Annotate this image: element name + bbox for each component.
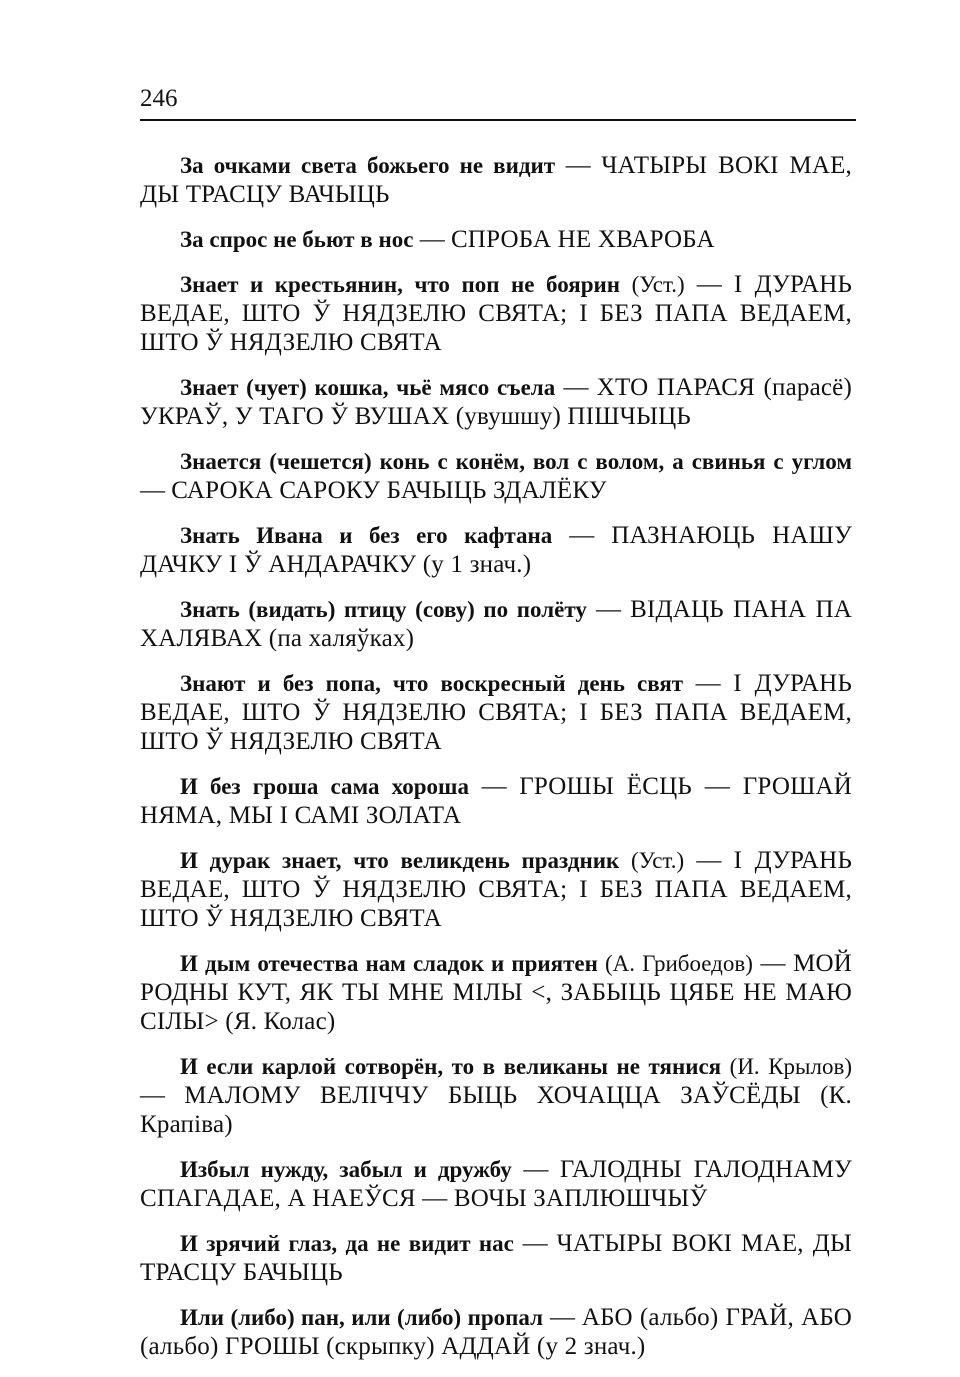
belarusian-equivalent: ВІДАЦЬ ПАНА ПА ХАЛЯВАХ (па халяўках) [140,596,853,652]
russian-idiom: Знает и крестьянин, что поп не боярин [180,272,621,297]
dash: — [586,596,631,623]
entry [140,270,852,357]
russian-idiom: Знает (чует) кошка, чьё мясо съела [180,375,556,400]
dash: — [543,1304,582,1331]
entry [140,1155,852,1213]
russian-idiom: За очками света божьего не видит [180,153,556,178]
russian-idiom: Знать (видать) птицу (сову) по полёту [180,597,587,622]
belarusian-equivalent: ХТО ПАРАСЯ (парасё) УКРАЎ, У ТАГО Ў ВУШАХ (увушшу) ПІШЧЫЦЬ [140,374,852,430]
russian-idiom: И дурак знает, что великдень праздник [180,848,620,873]
entry [140,1229,852,1287]
belarusian-equivalent: І ДУРАНЬ ВЕДАЕ, ШТО Ў НЯДЗЕЛЮ СВЯТА; І БЕЗ ПАПА ВЕДАЕМ, ШТО Ў НЯДЗЕЛЮ СВЯТА [140,271,853,356]
entry [140,846,852,933]
belarusian-equivalent: ЧАТЫРЫ ВОКІ МАЕ, ДЫ ТРАСЦУ БАЧЫЦЬ [140,1230,853,1286]
russian-idiom: Знают и без попа, что воскресный день свят [180,671,684,696]
entry [140,151,852,209]
belarusian-equivalent: АБО (альбо) ГРАЙ, АБО (альбо) ГРОШЫ (скрыпку) АДДАЙ (у 2 знач.) [140,1304,853,1360]
russian-note: (И. Крылов) [721,1054,853,1079]
dash: — [555,152,602,179]
dash: — [140,1082,185,1109]
belarusian-equivalent: СПРОБА НЕ ХВАРОБА [450,226,715,253]
belarusian-equivalent: ПАЗНАЮЦЬ НАШУ ДАЧКУ І Ў АНДАРАЧКУ (у 1 знач.) [140,522,853,578]
russian-idiom: И без гроша сама хороша [180,774,469,799]
dash: — [684,847,734,874]
russian-idiom: Знается (чешется) конь с конём, вол с волом, а свинья с углом [180,449,852,474]
belarusian-equivalent: САРОКА САРОКУ БАЧЫЦЬ ЗДАЛЁКУ [171,477,607,504]
russian-idiom: И дым отечества нам сладок и приятен [180,951,598,976]
belarusian-equivalent: МОЙ РОДНЫ КУТ, ЯК ТЫ МНЕ МІЛЫ <, ЗАБЫЦЬ ЦЯБЕ НЕ МАЮ СІЛЫ> (Я. Колас) [140,950,852,1035]
russian-idiom: Или (либо) пан, или (либо) пропал [180,1305,544,1330]
dash: — [555,374,597,401]
russian-idiom: И зрячий глаз, да не видит нас [180,1231,514,1256]
entry [140,521,852,579]
entry [140,225,852,254]
entry [140,373,852,431]
entry [140,1303,852,1361]
belarusian-equivalent: ГАЛОДНЫ ГАЛОДНАМУ СПАГАДАЕ, А НАЕЎСЯ — ВОЧЫ ЗАПЛЮШЧЫЎ [140,1156,853,1212]
belarusian-equivalent: ГРОШЫ ЁСЦЬ — ГРОШАЙ НЯМА, МЫ І САМІ ЗОЛАТА [140,773,852,829]
dash: — [413,226,451,253]
entry [140,447,852,505]
russian-idiom: За спрос не бьют в нос [180,227,414,252]
dash: — [552,522,612,549]
dash: — [468,773,520,800]
entry [140,949,852,1036]
dash: — [683,670,734,697]
entry [140,1052,852,1139]
belarusian-equivalent: ЧАТЫРЫ ВОКІ МАЕ, ДЫ ТРАСЦУ ВАЧЫЦЬ [140,152,853,208]
dash: — [511,1156,560,1183]
belarusian-equivalent: МАЛОМУ ВЕЛІЧЧУ БЫЦЬ ХОЧАЦЦА ЗАЎСЁДЫ (К. Крапіва) [140,1082,852,1138]
russian-idiom: И если карлой сотворён, то в великаны не тянися [180,1054,722,1079]
russian-idiom: Избыл нужду, забыл и дружбу [180,1157,512,1182]
entry [140,772,852,830]
russian-idiom: Знать Ивана и без его кафтана [180,523,553,548]
russian-note: (А. Грибоедов) [597,951,753,976]
entry [140,595,852,653]
entry-list [140,151,852,1377]
russian-note: (Уст.) [620,272,685,297]
dash: — [513,1230,557,1257]
dash: — [140,477,172,504]
belarusian-equivalent: І ДУРАНЬ ВЕДАЕ, ШТО Ў НЯДЗЕЛЮ СВЯТА; І БЕЗ ПАПА ВЕДАЕМ, ШТО Ў НЯДЗЕЛЮ СВЯТА [140,670,852,755]
russian-note: (Уст.) [619,848,685,873]
belarusian-equivalent: І ДУРАНЬ ВЕДАЕ, ШТО Ў НЯДЗЕЛЮ СВЯТА; І БЕЗ ПАПА ВЕДАЕМ, ШТО Ў НЯДЗЕЛЮ СВЯТА [140,847,852,932]
dash: — [684,271,734,298]
header-rule [140,119,856,121]
page-number: 246 [140,85,178,112]
dash: — [752,950,794,977]
entry [140,669,852,756]
